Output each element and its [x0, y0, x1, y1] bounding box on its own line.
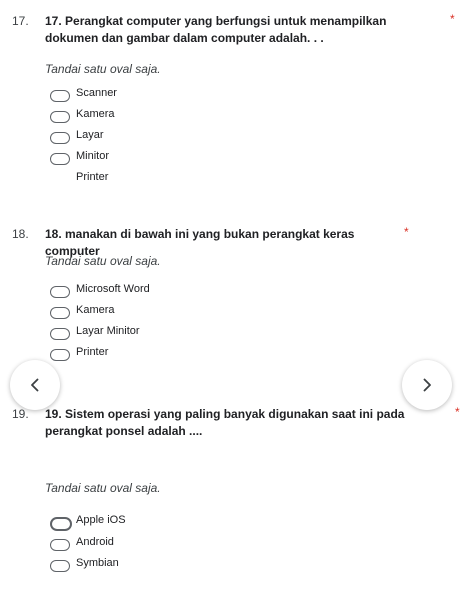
question-number: 19. — [12, 407, 29, 421]
chevron-right-icon — [419, 377, 435, 393]
option-label: Layar — [76, 129, 104, 141]
radio-oval[interactable] — [50, 132, 70, 144]
radio-oval[interactable] — [50, 307, 70, 319]
option-label: Printer — [76, 171, 109, 183]
question-title: 18. manakan di bawah ini yang bukan perangkat keras computer — [45, 227, 355, 258]
option-label: Layar Minitor — [76, 325, 140, 337]
option-label: Kamera — [76, 108, 115, 120]
option-label: Apple iOS — [76, 514, 126, 526]
radio-oval[interactable] — [50, 153, 70, 165]
option-label: Kamera — [76, 304, 115, 316]
question-number: 17. — [12, 14, 29, 28]
option-label: Symbian — [76, 557, 119, 569]
radio-oval[interactable] — [50, 517, 72, 531]
radio-oval[interactable] — [50, 286, 70, 298]
radio-oval[interactable] — [50, 111, 70, 123]
instruction-text: Tandai satu oval saja. — [45, 254, 161, 268]
required-asterisk: * — [455, 405, 460, 419]
required-asterisk: * — [450, 12, 455, 26]
option-label: Minitor — [76, 150, 110, 162]
question-title: 19. Sistem operasi yang paling banyak digunakan saat ini pada perangkat ponsel adalah .... — [45, 407, 405, 438]
option-label: Scanner — [76, 87, 117, 99]
previous-button[interactable] — [10, 360, 60, 410]
radio-oval[interactable] — [50, 349, 70, 361]
radio-oval[interactable] — [50, 560, 70, 572]
chevron-left-icon — [27, 377, 43, 393]
radio-oval[interactable] — [50, 90, 70, 102]
required-asterisk: * — [404, 225, 409, 239]
option-label: Android — [76, 536, 114, 548]
instruction-text: Tandai satu oval saja. — [45, 62, 161, 76]
radio-oval[interactable] — [50, 539, 70, 551]
question-number: 18. — [12, 227, 29, 241]
question-title: 17. Perangkat computer yang berfungsi untuk menampilkan dokumen dan gambar dalam computer adalah. . . — [45, 14, 387, 45]
radio-oval[interactable] — [50, 328, 70, 340]
next-button[interactable] — [402, 360, 452, 410]
option-label: Printer — [76, 346, 109, 358]
option-label: Microsoft Word — [76, 283, 150, 295]
instruction-text: Tandai satu oval saja. — [45, 481, 161, 495]
